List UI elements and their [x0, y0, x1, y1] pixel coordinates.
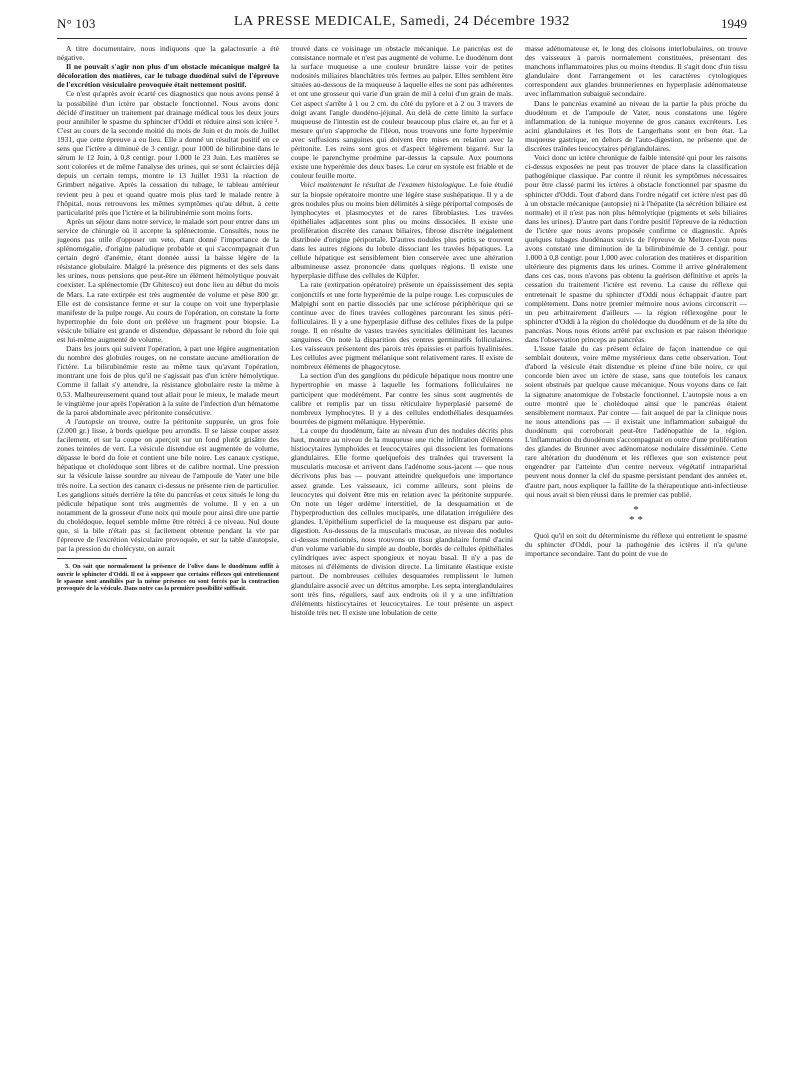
- paragraph: L'issue fatale du cas présent éclaire de façon inattendue ce qui semblait douteux, voire même mystérieux dans cette observation. Tout d'abord la vésicule était distendue et pleine d'une bile noire, ce qui concorde bien avec un ictère de stase, sans que toutefois les canaux soient obstrués par quelque cause mécanique. Nous voyons dans ce fait la signature anatomique de l'obstacle fonctionnel. L'autopsie nous a en outre montré que le cholédoque ainsi que le pancréas étaient sensiblement normaux. Par contre — fait auquel de par la clinique nous ne nous attendions pas — il existait une inflammation subaiguë du duodénum qui corroborait peut-être l'adénopathie de la région. L'inflammation du duodénum s'accompagnait en outre d'une prolifération des glandes de Brunner avec adénomatose nodulaire disséminée. Cette rare altération du duodénum et les réflexes que son existence peut engendrer par l'atteinte d'un centre nerveux végétatif intrapariétal peuvent nous donner la clef du spasme persistant pendant des années et, d'autre part, nous expliquer la faillite de la thérapeutique anti-infectieuse qui nous avait si bien réussi dans le premier cas publié.: [525, 344, 747, 499]
- footnote: 3. On sait que normalement la présence de l'olive dans le duodénum suffit à ouvrir le sphincter d'Oddi. Il est à supposer que certains réflexes qui entretiennent le spasme sont annihilés par la même présence ou sont forcés par la contraction provoquée de la vésicule. Dans notre cas la première possibilité suffisait.: [57, 563, 279, 593]
- paragraph: La coupe du duodénum, faite au niveau d'un des nodules décrits plus haut, montre au niveau de la muqueuse une riche infiltration d'éléments histiocytaires lymphoïdes et leucocytaires qui dissocient les formations glandulaires. Elle forme quelquefois des traînées qui traversent la muscularis mucosæ et arrivent dans l'adénome sous-jacent — que nous décrivons plus bas — pouvant atteindre quelquefois une importance assez grande. Les vaisseaux, ici comme ailleurs, sont pleins de leucocytes qui doivent être mis en relation avec la péritonite suppurée. On note un léger œdème interstitiel, de la desquamation et de l'hyperproduction des cellules muciparès, une dilatation irrégulière des glandes. L'épithélium superficiel de la muqueuse est disparu par auto-digestion. Au-dessous de la muscularis mucosæ, au niveau des nodules ci-dessus mentionnés, nous trouvons un tissu glandulaire formé d'acini d'un volume variable du simple au double, bordés de cellules épithéliales cylindriques avec aspect spongieux et noyau basal. Il n'y a pas de mitoses ni d'éléments de division directe. La limitante élastique existe partout. De nombreuses cellules desquamées remplissent le lumen glandulaire associé avec un détritus amorphe. Les septa interglandulaires sont très fins, réguliers, sauf aux endroits où il y a une infiltration d'éléments histiocytaires et leucocytaires. Le tout présente un aspect histoïde très net. Il existe une lobulation de cette: [291, 425, 513, 617]
- paragraph: Ce n'est qu'après avoir écarté ces diagnostics que nous avons pensé à la possibilité d'un ictère par obstacle fonctionnel. Nous avons donc décidé d'instituer un traitement par drainage médical tous les deux jours pour annihiler le spasme du sphincter d'Oddi et réduire ainsi son ictère ³. C'est au cours de la seconde moitié du mois de Juin et du mois de Juillet 1931, que cette épreuve a eu lieu. Elle a donné un résultat positif en ce sens que l'ictère a diminué de 3 centigr. pour 1000 de bilirubine dans le sérum le 12 Juin, à 0,8 centigr. pour 1.000 le 23 Juin. Les matières se sont colorées et de même l'analyse des urines, qui se sont éclaircies déjà depuis un certain temps, montre le 13 Juillet 1931 la réaction de Grimbert négative. Après la cessation du tubage, le tableau antérieur revient peu à peu et quand quatre mois plus tard le malade rentre à l'hôpital, nous retrouvons les mêmes symptômes qu'au début, à cette particularité près que l'ictère et la bilirubinémie sont moins forts.: [57, 89, 279, 217]
- paragraph: Dans les jours qui suivent l'opération, à part une légère augmentation du nombre des globules rouges, on ne constate aucune amélioration de l'ictère. La bilirubinémie reste au même taux qu'avant l'opération, montrant une fois de plus qu'il ne s'agissait pas d'un ictère hémolytique. Comme il fallait s'y attendre, la résistance globulaire reste la même à 0,53. Malheureusement quand tout allait pour le mieux, le malade meurt le vingtième jour après l'opération à la suite de l'infection d'un hématome de la paroi abdominale avec péritonite consécutive.: [57, 344, 279, 417]
- paragraph: trouvé dans ce voisinage un obstacle mécanique. Le pancréas est de consistance normale et n'est pas augmenté de volume. Le duodénum dont la surface muqueuse a une couleur brunâtre laisse voir de petites nodosités miliaires blanchâtres très fermes au palper. Elles semblent être situées au-dessous de la muqueuse à laquelle elles ne sont pas adhérentes et ont une grosseur qui varie d'un grain de mil à celui d'un grain de maïs. Cet aspect s'arrête à 1 ou 2 cm. du côté du pylore et à 2 ou 3 travers de doigt avant l'angle duodéno-jéjunal. Au delà de cette limite la surface muqueuse de l'intestin est de couleur beaucoup plus claire et, au fur et à mesure qu'on s'approche de l'iléon, nous trouvons une forte hyperémie avec suffusions sanguines qui doivent être mises en relation avec la péritonite. Les reins sont gros et d'aspect légèrement bigarré. Sur la coupe le parenchyme proémine par-dessus la capsule. Aux poumons existe une hyperémie des deux bases. Le cœur en systole est friable et de couleur feuille morte.: [291, 44, 513, 181]
- paragraph: Voici donc un ictère chronique de faible intensité qui pour les raisons ci-dessus exposées ne peut pas trouver de place dans la classification pathogénique classique. Par contre il réunit les symptômes nécessaires pour être classé parmi les ictères à obstacle fonctionnel par spasme du sphincter d'Oddi. Tout d'abord dans l'ordre négatif cet ictère n'est pas dû à un obstacle mécanique (autopsie) ni à l'hépatite (la sécrétion biliaire est normale) et il n'est pas non plus hémolytique (pigments et sels biliaires dans les urines). D'autre part dans l'ordre positif l'épreuve de la réduction de l'ictère que nous avons proposée confirme ce diagnostic. Après quelques tubages duodénaux suivis de l'épreuve de Meltzer-Lyon nous avons constaté une diminution de la bilirubinémie de 3 centigr. pour 1.000 à 0,8 centigr. pour 1.000 avec coloration des matières et disparition ultérieure des pigments dans les urines. Comme il arrive généralement dans ces cas, nous n'avons pas obtenu la guérison définitive et après la cessation du traitement l'ictère est revenu. La cause du réflexe qui entretenait le spasme du sphincter d'Oddi nous échappait d'autre part complètement. Dans notre premier mémoire nous avions circonscrit — un peu arbitrairement d'ailleurs — la région réflexogène pour le sphincter d'Oddi à la région du cholédoque du duodénum et de la tête du pancréas. Nous nous étions arrêté par exclusion et par raison théorique dans l'observation princeps au pancréas.: [525, 153, 747, 344]
- separator-star: *: [633, 503, 639, 516]
- paragraph: Quoi qu'il en soit du déterminisme du réflexe qui entretient le spasme du sphincter d'Oddi, pour la pathogénie des ictères il n'a qu'une importance secondaire. Tant du point de vue de: [525, 530, 747, 558]
- column-left: [57, 44, 279, 1059]
- journal-title: LA PRESSE MEDICALE, Samedi, 24 Décembre 1932: [234, 14, 570, 29]
- paragraph: Après un séjour dans notre service, le malade sort pour entrer dans un service de chirurgie où il accepte la splénectomie. Consultés, nous ne jugeons pas utile d'opposer un veto, étant donné l'importance de la splénomégalie, d'origine paludique probable et qui s'accompagnait d'un certain degré d'anémie, étant donnée aussi la baisse légère de la résistance globulaire. Malgré la présence des pigments et des sels dans les urines, nous pensions que peut-être un élément hémolytique pouvait coexister. La splénectomie (Dr Ghitesco) eut donc lieu au début du mois de Mars. La rate extirpée est très augmentée de volume et pèse 800 gr. Elle est de consistance ferme et sur la coupe on voit une hyperplasie manifeste de la pulpe rouge. Au cours de l'opération, on constate la forte hypertrophie du foie dont on prélève un fragment pour biopsie. La vésicule biliaire est grande et distendue, dépassant le rebord du foie qui est lui-même augmenté de volume.: [57, 216, 279, 344]
- header-rule: [57, 38, 747, 39]
- column-right: [525, 44, 747, 1064]
- paragraph: La rate (extirpation opératoire) présente un épaississement des septa conjonctifs et une forte hyperémie de la pulpe rouge. Les corpuscules de Malpighi sont en partie dissociés par une sclérose périphérique qui se continue avec de fines travées collogènes parcourant les sinus péri-folliculaires. Il y a une hyperplasie diffuse des cellules fixes de la pulpe rouge. Il en résulte de vastes travées syncitiales délimitant les lacunes sanguines. On note la disparition des centres germinatifs folliculaires. Les vaisseaux présentent des parois très épaissies et parfois hyalinisées. Les cellules avec pigment mélanique sont relativement rares. Il existe de nombreux éléments de phagocytose.: [291, 280, 513, 372]
- paragraph: masse adénomateuse et, le long des cloisons interlobulaires, on trouve des vaisseaux à parois normalement constituées, présentant des manchons inflammatoires plus ou moins étendus. Il s'agit donc d'un tissu glandulaire dont l'arrangement et les caractères cytologiques correspondent aux glandes brunneriennes en hyperplasie adénomateuse avec inflammation subaiguë secondaire.: [525, 44, 747, 99]
- paragraph: Il ne pouvait s'agir non plus d'un obstacle mécanique malgré la décoloration des matières, car le tubage duodénal suivi de l'épreuve de l'excrétion vésiculaire provoquée était nettement positif.: [57, 62, 279, 90]
- issue-number: N° 103: [57, 16, 96, 31]
- section-separator: [525, 505, 747, 525]
- paragraph-body: Le foie étudié sur la biopsie opératoire montre une légère stase sushépatique. Il y a de gros nodules plus ou moins bien délimités à siège périportal composés de lymphocytes et plasmocytes et de rares fibroblastes. Les travées épithéliales adjacentes sont plus ou moins dissociées. Il existe une prolifération discrète des canaux biliaires, fibrose discrète inégalement distribuée d'origine périportale. D'autres nodules plus petits se trouvent dans les autres régions du lobule dissociant les travées hépatiques. La cellule hépatique est sensiblement bien conservée avec une altération albumineuse assez prononcée dans quelques régions. Il existe une hyperplasie diffuse des cellules de Küpfer.: [291, 180, 513, 281]
- separator-stars: * *: [629, 513, 643, 526]
- paragraph: [291, 180, 513, 280]
- paragraph: [57, 417, 279, 553]
- paragraph: La section d'un des ganglions du pédicule hépatique nous montre une hypertrophie en masse à laquelle les formations folliculaires ne participent que modérément. Par contre les sinus sont augmentés de calibre et remplis par un tissu réticulaire hyperplasié parsemé de nombreux lymphocytes. Il y a des cellules endothéliales desquamées bourrées de pigment mélanique. Hyperémie.: [291, 371, 513, 426]
- paragraph: A titre documentaire, nous indiquons que la galactosurie a été négative.: [57, 44, 279, 63]
- page-number: 1949: [721, 16, 747, 31]
- footnote-separator: [57, 558, 127, 559]
- page-header: [57, 14, 747, 34]
- paragraph: Dans le pancréas examiné au niveau de la partie la plus proche du duodénum et de l'ampoule de Vater, nous constatons une légère inflammation de la tunique moyenne de gros canaux excréteurs. Les acini glandulaires et les îlots de Langerhans sont en bon état. La muqueuse gastrique, en dehors de l'auto-digestion, ne présente que de discrètes traînées leucocytaires périglandulaires.: [525, 98, 747, 154]
- paragraph-lead: Voici maintenant le résultat de l'examen histologique.: [300, 180, 467, 190]
- paragraph-body: on trouve, outre la péritonite suppurée, un gros foie (2.000 gr.) lisse, à bords quelque peu arrondis. Il se laisse couper assez facilement, et sur la coupe on aperçoit sur un fond plutôt grisâtre des zones teintées de vert. La vésicule distendue est augmentée de volume, dépasse le bord du foie et contient une bile noire. Les canaux cystique, hépatique et cholédoque sont libres et de calibre normal. Une pression sur la vésicule laisse sourdre au niveau de l'ampoule de Vater une bile très noire. La section des canaux ci-dessus ne présente rien de particulier. Les ganglions situés derrière la tête du pancréas et ceux situés le long du pédicule hépatique sont très augmentés de volume. Il y en a un notamment de la grosseur d'une noix qui moule pour ainsi dire une partie du cholédoque, lequel semble même être rétréci à ce niveau. Nul doute que, si la bile n'était pas si facilement obtenue pendant la vie par l'épreuve de l'excrétion vésiculaire provoquée, et sur la table d'autopsie, par la pression du cholécyste, on aurait: [57, 416, 279, 554]
- paragraph-lead: A l'autopsie: [66, 416, 104, 426]
- column-middle: [291, 44, 513, 1064]
